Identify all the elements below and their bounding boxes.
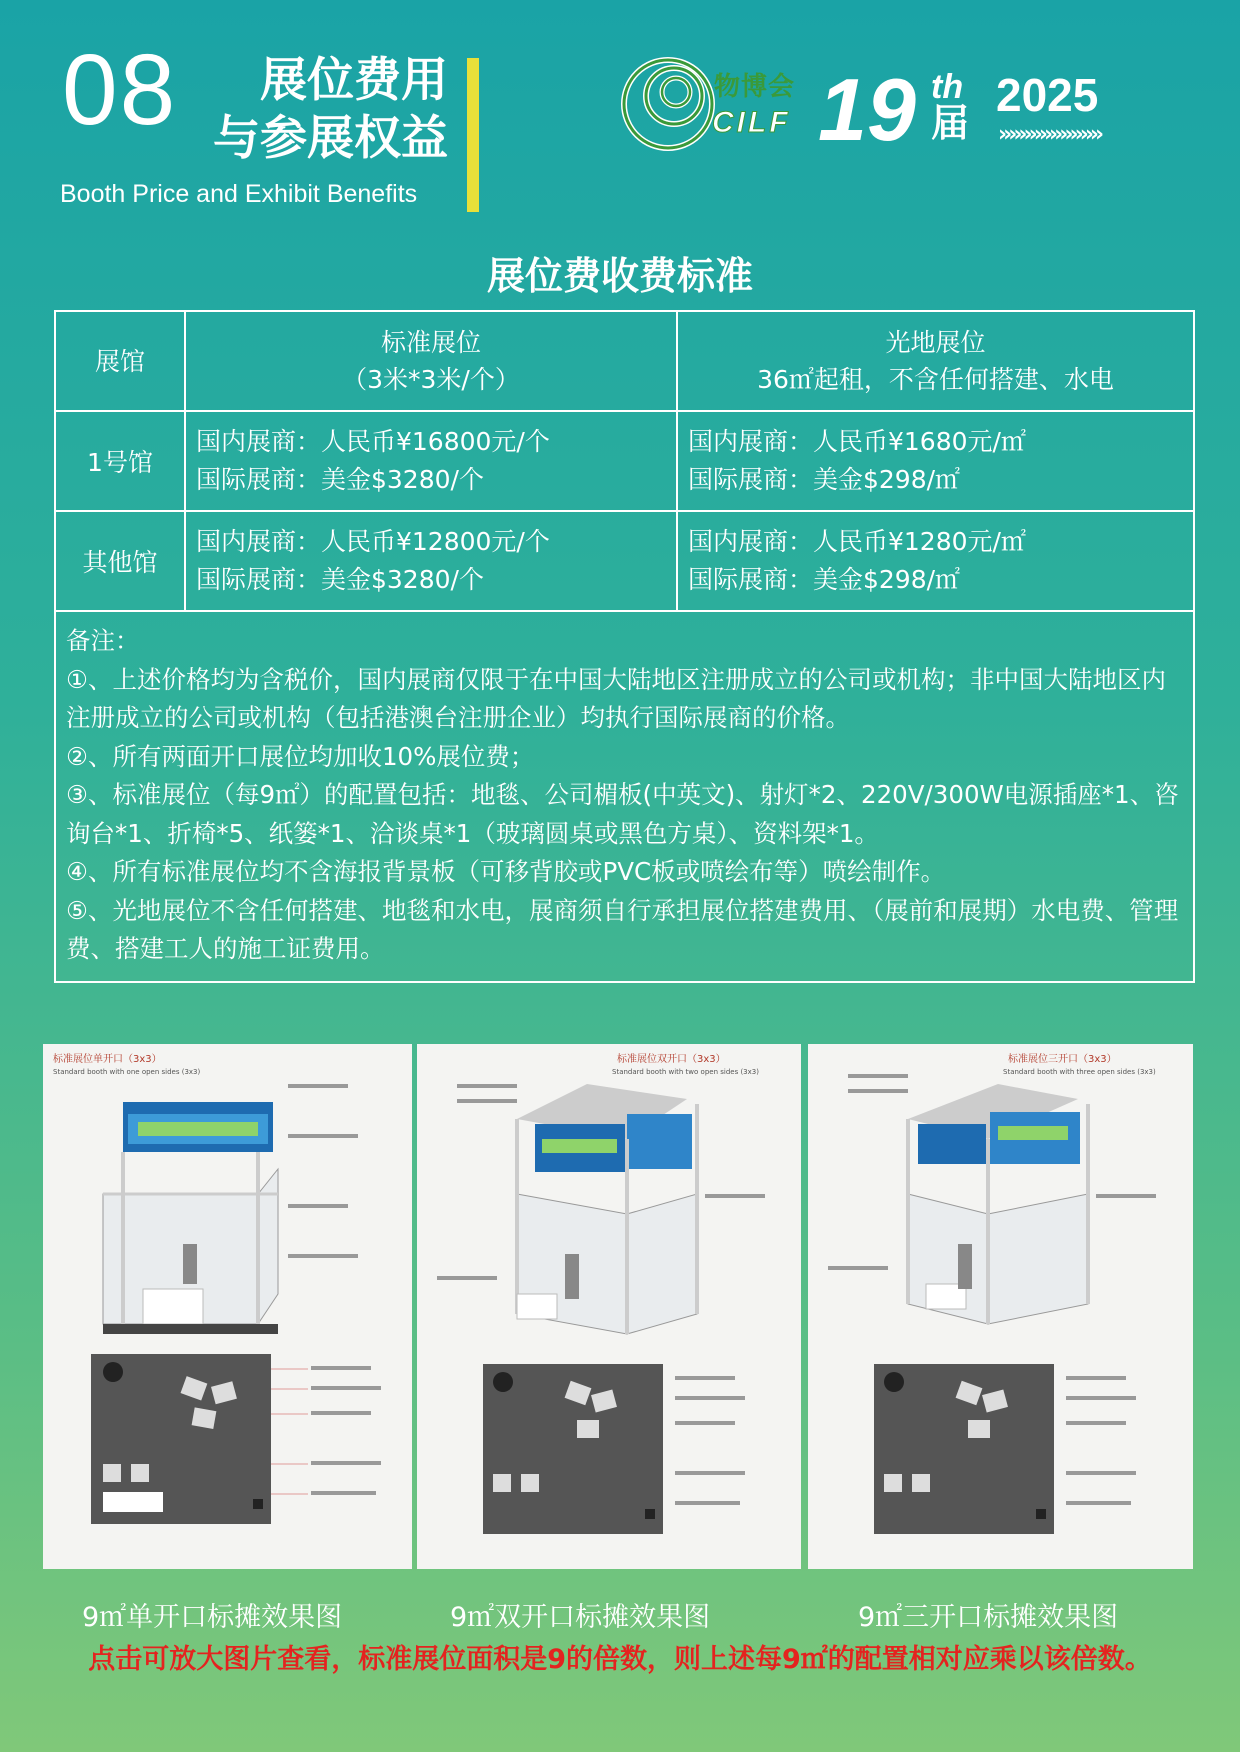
table-row — [55, 411, 1194, 511]
col-raw-space — [677, 311, 1194, 411]
raw-price-cell — [677, 411, 1194, 511]
logo-cn-text: 物博会 — [714, 72, 796, 102]
raw-intl-price: 国际展商：美金$298/㎡ — [688, 465, 961, 494]
subtitle-en: Booth Price and Exhibit Benefits — [60, 180, 418, 208]
note-item: ④、所有标准展位均不含海报背景板（可移背胶或PVC板或喷绘布等）喷绘制作。 — [66, 857, 946, 886]
booth-image-single-open[interactable] — [43, 1044, 412, 1569]
booth-image-title: 标准展位双开口（3x3） — [617, 1054, 726, 1065]
raw-price-cell — [677, 511, 1194, 611]
std-intl-price: 国际展商：美金$3280/个 — [196, 565, 484, 594]
accent-bar — [467, 58, 479, 212]
col-hall: 展馆 — [55, 311, 185, 411]
std-price-cell — [185, 411, 677, 511]
hall-name: 1号馆 — [55, 411, 185, 511]
std-intl-price: 国际展商：美金$3280/个 — [196, 465, 484, 494]
booth-image-title: 标准展位三开口（3x3） — [1008, 1054, 1117, 1065]
table-row — [55, 511, 1194, 611]
std-price-cell — [185, 511, 677, 611]
note-item: ③、标准展位（每9㎡）的配置包括：地毯、公司楣板(中英文)、射灯*2、220V/300W电源插座*1、咨询台*1、折椅*5、纸篓*1、洽谈桌*1（玻璃圆桌或黑色方桌）、资料架*1。 — [66, 780, 1179, 848]
logo-edition-char: 届 — [931, 101, 970, 145]
logo-en-text: CILF — [712, 106, 791, 139]
logo-edition-suffix: th — [931, 68, 964, 106]
std-domestic-price: 国内展商：人民币¥12800元/个 — [196, 527, 550, 556]
col-std-line2: （3米*3米/个） — [342, 365, 520, 394]
logo-arrows-icon: »»»»»»»»»» — [998, 122, 1101, 147]
table-header-row — [55, 311, 1194, 411]
std-domestic-price: 国内展商：人民币¥16800元/个 — [196, 427, 550, 456]
col-std-line1: 标准展位 — [380, 328, 481, 357]
note-item: ①、上述价格均为含税价，国内展商仅限于在中国大陆地区注册成立的公司或机构；非中国大陆地区内注册成立的公司或机构（包括港澳台注册企业）均执行国际展商的价格。 — [66, 664, 1166, 732]
booth-image-triple-open[interactable] — [808, 1044, 1193, 1569]
booth-image-subtitle: Standard booth with three open sides (3x3) — [1003, 1068, 1156, 1076]
logo-year: 2025 — [996, 69, 1099, 121]
footer-note: 点击可放大图片查看，标准展位面积是9的倍数，则上述每9㎡的配置相对应乘以该倍数。 — [88, 1644, 1152, 1675]
cilf-logo — [618, 54, 1123, 164]
title-line2: 与参展权益 — [213, 111, 448, 166]
raw-intl-price: 国际展商：美金$298/㎡ — [688, 565, 961, 594]
raw-domestic-price: 国内展商：人民币¥1680元/㎡ — [688, 427, 1026, 456]
booth-image-subtitle: Standard booth with two open sides (3x3) — [612, 1068, 759, 1076]
booth-image-double-open[interactable] — [417, 1044, 801, 1569]
note-item: ⑤、光地展位不含任何搭建、地毯和水电，展商须自行承担展位搭建费用、（展前和展期）水电费、管理费、搭建工人的施工证费用。 — [66, 895, 1179, 963]
notes-row — [55, 611, 1194, 982]
notes-title: 备注： — [66, 626, 140, 655]
col-raw-line1: 光地展位 — [885, 328, 986, 357]
caption-single-open: 9㎡单开口标摊效果图 — [82, 1602, 343, 1633]
notes-cell — [55, 611, 1194, 982]
title-line1: 展位费用 — [260, 53, 448, 108]
col-standard-booth — [185, 311, 677, 411]
section-number: 08 — [62, 34, 178, 146]
raw-domestic-price: 国内展商：人民币¥1280元/㎡ — [688, 527, 1026, 556]
page-title — [200, 52, 448, 168]
booth-image-title: 标准展位单开口（3x3） — [53, 1054, 162, 1065]
note-item: ②、所有两面开口展位均加收10%展位费； — [66, 741, 535, 771]
fee-table — [54, 310, 1195, 983]
hall-name: 其他馆 — [55, 511, 185, 611]
caption-double-open: 9㎡双开口标摊效果图 — [450, 1602, 711, 1633]
caption-triple-open: 9㎡三开口标摊效果图 — [858, 1602, 1119, 1633]
cilf-ring-icon — [618, 54, 718, 154]
booth-image-subtitle: Standard booth with one open sides (3x3) — [53, 1068, 201, 1076]
table-title: 展位费收费标准 — [486, 254, 753, 298]
col-raw-line2: 36㎡起租，不含任何搭建、水电 — [757, 365, 1114, 394]
logo-edition-number: 19 — [818, 60, 916, 159]
